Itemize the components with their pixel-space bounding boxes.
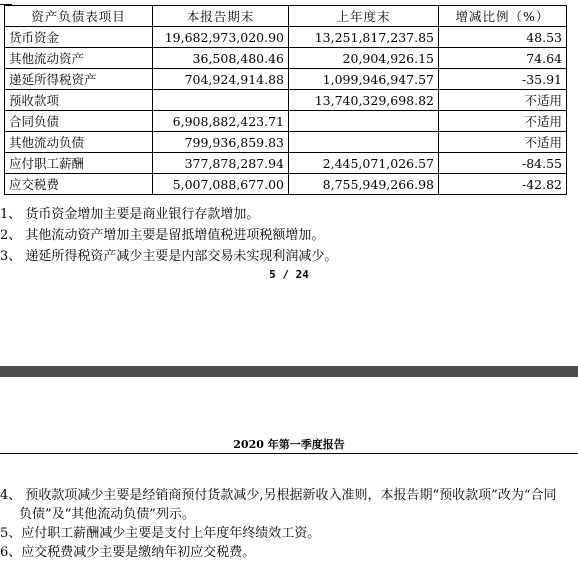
row-item: 递延所得税资产 [5, 69, 153, 90]
row-current: 799,936,859.83 [153, 132, 289, 153]
row-ratio: -35.91 [439, 69, 567, 90]
row-item: 其他流动资产 [5, 48, 153, 69]
table-row [5, 174, 567, 195]
header-rule [0, 453, 578, 454]
note-5: 5、应付职工薪酬减少主要是支付上年度年终绩效工资。 [0, 526, 321, 541]
table-header-row [5, 6, 567, 27]
row-prior: 1,099,946,947.57 [289, 69, 439, 90]
row-ratio: 不适用 [439, 90, 567, 111]
row-ratio: 不适用 [439, 111, 567, 132]
row-item: 货币资金 [5, 27, 153, 48]
table-row [5, 132, 567, 153]
table-row [5, 48, 567, 69]
balance-sheet-change-table [4, 5, 567, 195]
note-4: 4、 预收款项减少主要是经销商预付货款减少,另根据新收入准则，本报告期“预收款项”改为“合同 [0, 488, 557, 503]
row-prior: 13,740,329,698.82 [289, 90, 439, 111]
row-current: 6,908,882,423.71 [153, 111, 289, 132]
row-current: 377,878,287.94 [153, 153, 289, 174]
row-prior: 13,251,817,237.85 [289, 27, 439, 48]
note-2: 2、 其他流动资产增加主要是留抵增值税进项税额增加。 [0, 228, 325, 243]
header-prior-year-end: 上年度末 [289, 6, 439, 27]
row-current: 704,924,914.88 [153, 69, 289, 90]
row-item: 合同负债 [5, 111, 153, 132]
table-row [5, 27, 567, 48]
row-prior: 20,904,926.15 [289, 48, 439, 69]
note-6: 6、应交税费减少主要是缴纳年初应交税费。 [0, 545, 256, 560]
header-current-period: 本报告期末 [153, 6, 289, 27]
row-item: 应付职工薪酬 [5, 153, 153, 174]
header-change-ratio: 增减比例（%） [439, 6, 567, 27]
row-prior [289, 111, 439, 132]
report-header-title: 2020 年第一季度报告 [233, 438, 345, 451]
row-item: 应交税费 [5, 174, 153, 195]
table-row [5, 90, 567, 111]
note-3: 3、 递延所得税资产减少主要是内部交易未实现利润减少。 [0, 249, 338, 264]
row-prior: 2,445,071,026.57 [289, 153, 439, 174]
row-ratio: 不适用 [439, 132, 567, 153]
table-row [5, 153, 567, 174]
header-item: 资产负债表项目 [5, 6, 153, 27]
table-row [5, 111, 567, 132]
note-4-continuation: 负债”及“其他流动负债”列示。 [19, 507, 195, 522]
row-ratio: -42.82 [439, 174, 567, 195]
row-prior: 8,755,949,266.98 [289, 174, 439, 195]
row-current: 19,682,973,020.90 [153, 27, 289, 48]
note-1: 1、 货币资金增加主要是商业银行存款增加。 [0, 207, 260, 222]
row-current: 5,007,088,677.00 [153, 174, 289, 195]
row-current [153, 90, 289, 111]
row-current: 36,508,480.46 [153, 48, 289, 69]
row-prior [289, 132, 439, 153]
row-ratio: 74.64 [439, 48, 567, 69]
page-number: 5 / 24 [269, 268, 309, 281]
row-ratio: -84.55 [439, 153, 567, 174]
row-item: 其他流动负债 [5, 132, 153, 153]
page-break-divider [0, 366, 578, 377]
row-ratio: 48.53 [439, 27, 567, 48]
row-item: 预收款项 [5, 90, 153, 111]
table-row [5, 69, 567, 90]
